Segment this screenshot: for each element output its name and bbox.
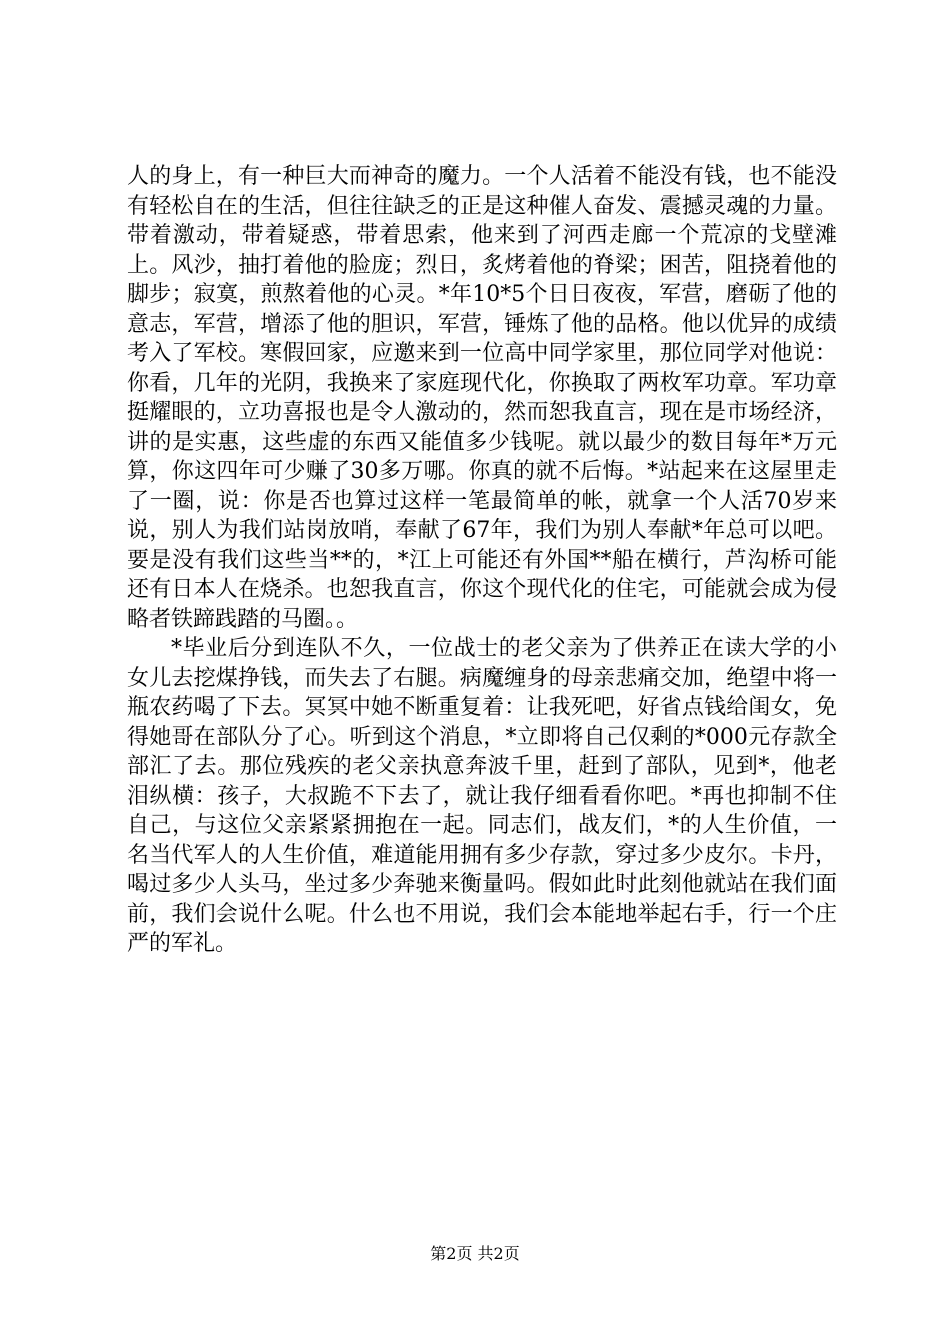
page-footer: 第2页 共2页 [430, 1244, 520, 1263]
paragraph-1: 人的身上，有一种巨大而神奇的魔力。一个人活着不能没有钱，也不能没有轻松自在的生活，但往往缺乏的正是这种催人奋发、震撼灵魂的力量。带着激动，带着疑惑，带着思索，他来到了河西走廊一个荒凉的戈壁滩上。风沙，抽打着他的脸庞；烈日，炙烤着他的脊梁；困苦，阻挠着他的脚步；寂寞，煎熬着他的心灵。*年10*5个日日夜夜，军营，磨砺了他的意志，军营，增添了他的胆识，军营，锤炼了他的品格。他以优异的成绩考入了军校。寒假回家，应邀来到一位高中同学家里，那位同学对他说：你看，几年的光阴，我换来了家庭现代化，你换取了两枚军功章。军功章挺耀眼的，立功喜报也是令人激动的，然而恕我直言，现在是市场经济，讲的是实惠，这些虚的东西又能值多少钱呢。就以最少的数目每年*万元算，你这四年可少赚了30多万哪。你真的就不后悔。*站起来在这屋里走了一圈，说：你是否也算过这样一笔最简单的帐，就拿一个人活70岁来说，别人为我们站岗放哨，奉献了67年，我们为别人奉献*年总可以吧。要是没有我们这些当**的，*江上可能还有外国**船在横行，芦沟桥可能还有日本人在烧杀。也恕我直言，你这个现代化的住宅，可能就会成为侵略者铁蹄践踏的马圈。。 [127, 164, 837, 632]
document-body [127, 162, 837, 959]
paragraph-2: *毕业后分到连队不久，一位战士的老父亲为了供养正在读大学的小女儿去挖煤挣钱，而失去了右腿。病魔缠身的母亲悲痛交加，绝望中将一瓶农药喝了下去。冥冥中她不断重复着：让我死吧，好省点钱给闺女，免得她哥在部队分了心。听到这个消息，*立即将自己仅剩的*000元存款全部汇了去。那位残疾的老父亲执意奔波千里，赶到了部队，见到*，他老泪纵横：孩子，大叔跪不下去了，就让我仔细看看你吧。*再也抑制不住自己，与这位父亲紧紧拥抱在一起。同志们，战友们，*的人生价值，一名当代军人的人生价值，难道能用拥有多少存款，穿过多少皮尔。卡丹，喝过多少人头马，坐过多少奔驰来衡量吗。假如此时此刻他就站在我们面前，我们会说什么呢。什么也不用说，我们会本能地举起右手，行一个庄严的军礼。 [127, 636, 837, 956]
